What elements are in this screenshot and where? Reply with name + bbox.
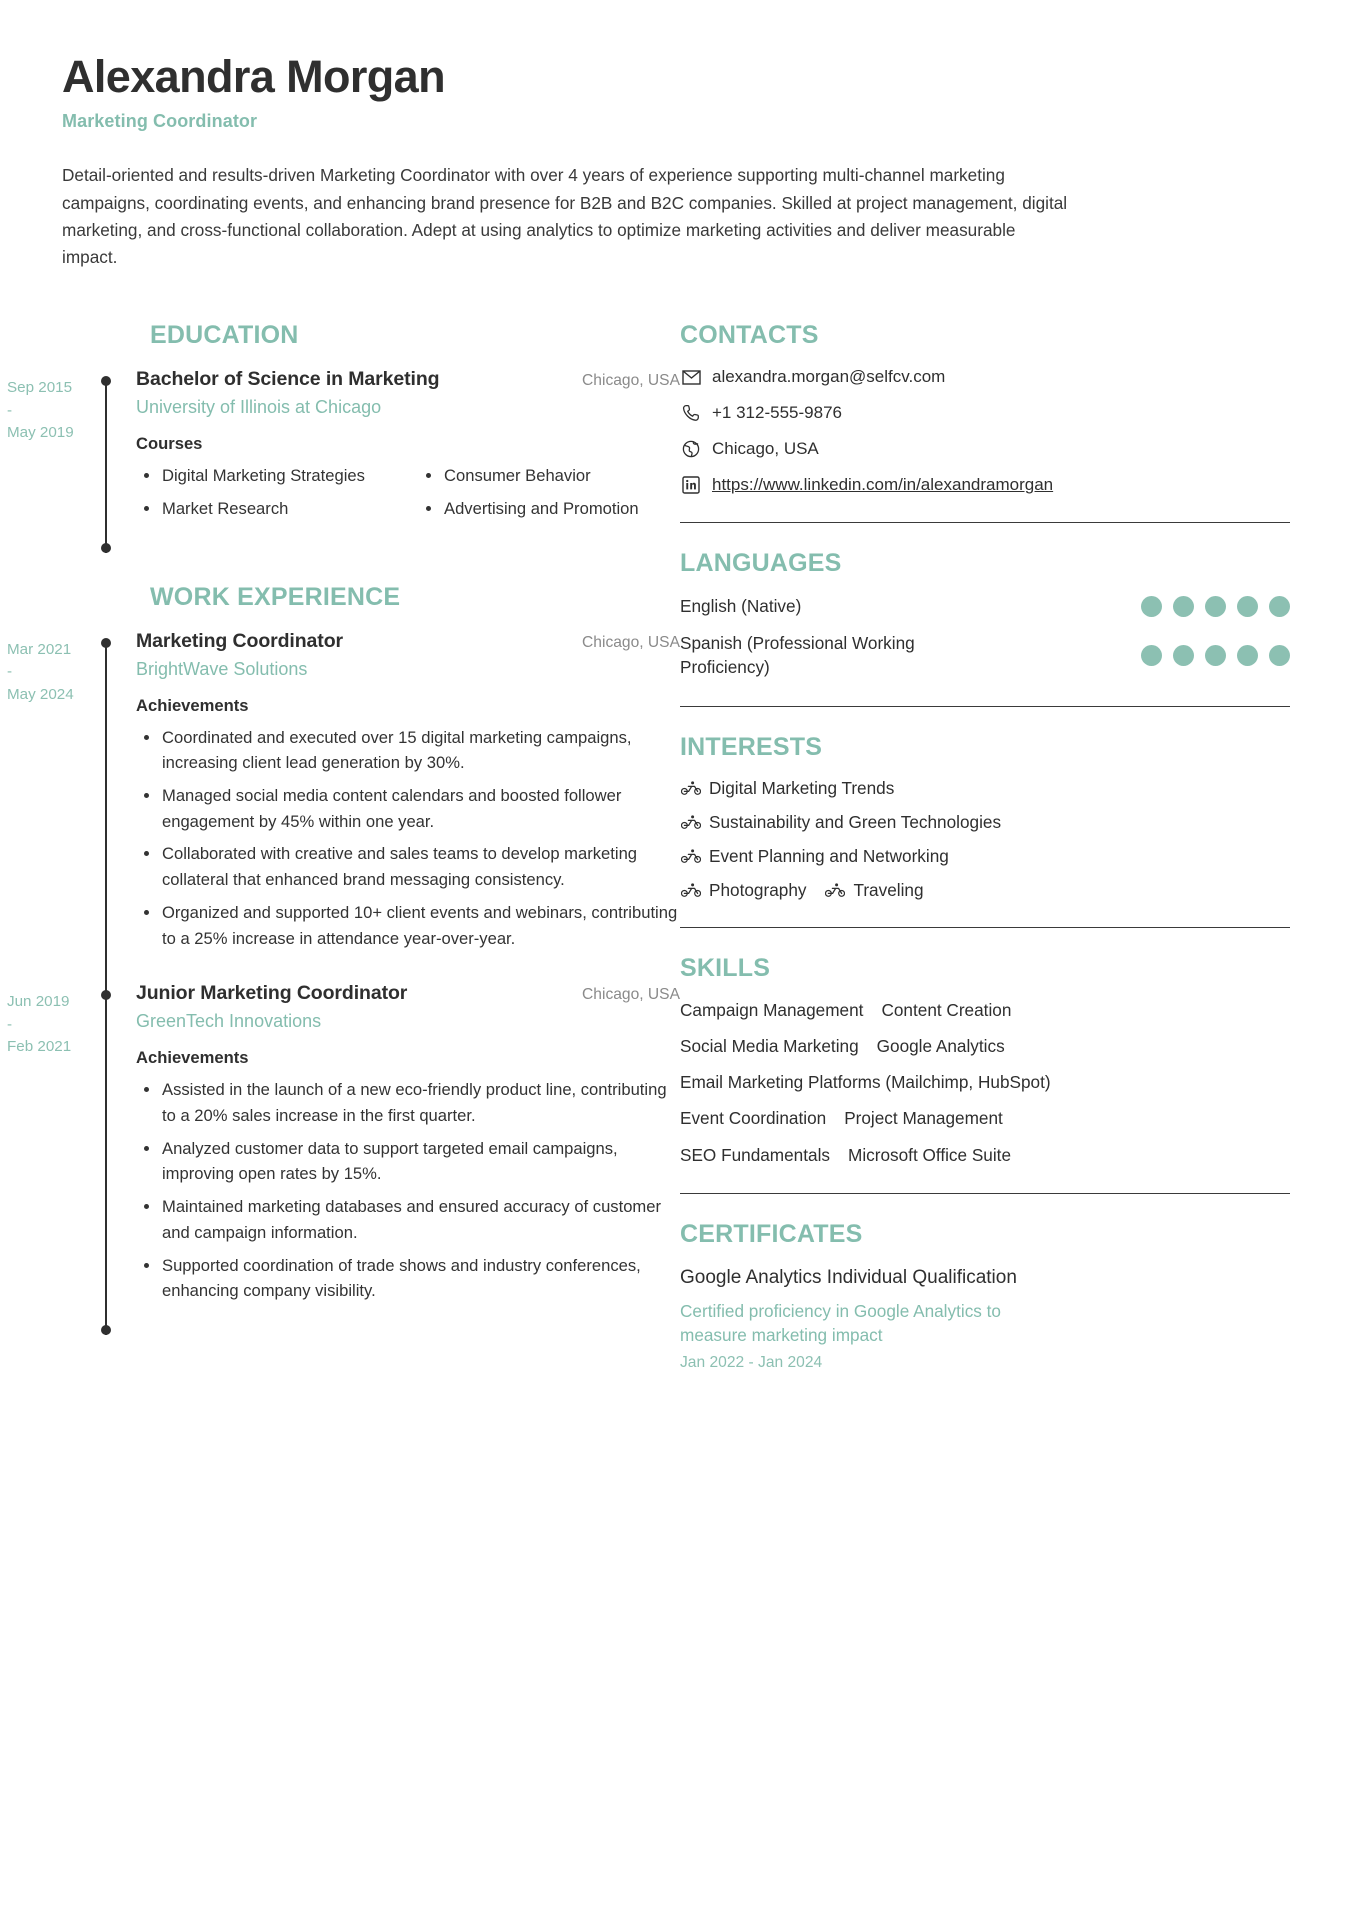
interest-item: [680, 846, 949, 867]
skill-item: Project Management: [844, 1108, 1003, 1129]
left-column: [0, 321, 680, 1335]
job-location: Chicago, USA: [582, 633, 680, 651]
education-section: [0, 321, 680, 552]
achievement-item: Maintained marketing databases and ensured accuracy of customer and campaign information.: [136, 1194, 680, 1245]
interest-label: Digital Marketing Trends: [709, 777, 895, 798]
achievement-item: Coordinated and executed over 15 digital marketing campaigns, increasing client lead generation by 30%.: [136, 725, 680, 776]
work-date-end: Feb 2021: [7, 1038, 72, 1056]
certificate-item: [680, 1265, 1290, 1372]
contacts-title: CONTACTS: [680, 321, 819, 350]
education-location: Chicago, USA: [582, 372, 680, 390]
level-dot: [1173, 645, 1194, 666]
skill-item: Social Media Marketing: [680, 1035, 859, 1056]
level-dot: [1205, 645, 1226, 666]
education-timeline-rail: [86, 368, 126, 552]
contact-phone-row[interactable]: [680, 402, 1290, 424]
achievements-list: [136, 725, 680, 952]
course-item: Digital Marketing Strategies: [136, 463, 398, 489]
interest-label: Event Planning and Networking: [709, 845, 949, 866]
work-date-dash: -: [7, 1015, 13, 1033]
timeline-line: [105, 380, 107, 552]
phone-icon: [680, 404, 702, 422]
language-row: [680, 631, 1290, 680]
timeline-end-dot: [101, 543, 111, 553]
level-dot: [1237, 645, 1258, 666]
achievement-item: Collaborated with creative and sales teams to develop marketing collateral that enhanced brand messaging consistency.: [136, 841, 680, 892]
languages-section: [680, 549, 1290, 679]
company-name: BrightWave Solutions: [136, 658, 308, 679]
job-role: Marketing Coordinator: [136, 629, 343, 652]
achievements-list: [136, 1077, 680, 1304]
job-location: Chicago, USA: [582, 986, 680, 1004]
globe-icon: [680, 440, 702, 458]
envelope-icon: [680, 370, 702, 385]
contact-location-row[interactable]: [680, 438, 1290, 460]
work-date-start: Jun 2019: [7, 993, 70, 1011]
certificate-description: Certified proficiency in Google Analytics to measure marketing impact: [680, 1300, 1001, 1345]
language-name: Spanish (Professional Working Proficiency): [680, 632, 915, 678]
work-dates: [0, 630, 86, 983]
timeline-line: [105, 982, 107, 1335]
interest-item: [680, 812, 1001, 833]
bicycle-icon: [680, 815, 702, 829]
work-entry-head: [136, 630, 680, 653]
bicycle-icon: [680, 883, 702, 897]
education-dates: [0, 368, 86, 552]
contact-linkedin-row[interactable]: [680, 474, 1290, 496]
linkedin-icon: [680, 476, 702, 494]
timeline-end-dot: [101, 1325, 111, 1335]
resume-header: [0, 0, 1350, 271]
certificate-name: Google Analytics Individual Qualification: [680, 1266, 1017, 1288]
skill-item: Google Analytics: [876, 1035, 1005, 1056]
education-date-dash: -: [7, 401, 13, 419]
course-item: Market Research: [136, 496, 398, 522]
work-content: [126, 630, 680, 983]
contact-linkedin-value[interactable]: https://www.linkedin.com/in/alexandramorgan: [712, 475, 1054, 495]
company-name: GreenTech Innovations: [136, 1011, 322, 1032]
school-name: University of Illinois at Chicago: [136, 397, 382, 418]
right-column: [680, 321, 1290, 1372]
bicycle-icon: [680, 849, 702, 863]
work-date-end: May 2024: [7, 685, 74, 703]
work-dates: [0, 982, 86, 1335]
contact-email-value: alexandra.morgan@selfcv.com: [712, 367, 946, 387]
timeline-start-dot: [101, 638, 111, 648]
achievement-item: Managed social media content calendars and boosted follower engagement by 45% within one year.: [136, 783, 680, 834]
skill-item: Event Coordination: [680, 1108, 827, 1129]
divider: [680, 706, 1290, 707]
contacts-section: [680, 321, 1290, 496]
language-row: [680, 594, 1290, 618]
timeline-start-dot: [101, 376, 111, 386]
level-dot: [1173, 596, 1194, 617]
bicycle-icon: [680, 781, 702, 795]
achievement-item: Supported coordination of trade shows and industry conferences, enhancing company visibility.: [136, 1253, 680, 1304]
candidate-name: Alexandra Morgan: [62, 51, 445, 102]
divider: [680, 522, 1290, 523]
education-content: [126, 368, 680, 552]
job-role: Junior Marketing Coordinator: [136, 982, 408, 1005]
skill-item: Campaign Management: [680, 999, 864, 1020]
skill-item: SEO Fundamentals: [680, 1144, 830, 1165]
interest-row: [680, 880, 1290, 901]
work-timeline-rail: [86, 630, 126, 983]
education-title: EDUCATION: [150, 321, 299, 350]
work-date-dash: -: [7, 663, 13, 681]
work-experience-title: WORK EXPERIENCE: [150, 582, 401, 611]
achievement-item: Assisted in the launch of a new eco-friendly product line, contributing to a 20% sales increase in the first quarter.: [136, 1077, 680, 1128]
candidate-job-title: Marketing Coordinator: [62, 111, 258, 132]
skill-item: Email Marketing Platforms (Mailchimp, HubSpot): [680, 1072, 1051, 1093]
skill-item: Microsoft Office Suite: [848, 1144, 1012, 1165]
divider: [680, 927, 1290, 928]
level-dot: [1205, 596, 1226, 617]
courses-list: [136, 463, 680, 528]
interest-item: [680, 778, 894, 799]
work-entry: [0, 630, 680, 983]
languages-title: LANGUAGES: [680, 549, 842, 578]
bicycle-icon: [824, 883, 846, 897]
language-level-dots: [1141, 645, 1290, 666]
work-experience-section: [0, 583, 680, 1336]
achievements-label: Achievements: [136, 695, 249, 715]
interest-item: [824, 880, 923, 901]
certificates-section: [680, 1220, 1290, 1372]
certificate-date: Jan 2022 - Jan 2024: [680, 1353, 823, 1371]
level-dot: [1141, 645, 1162, 666]
divider: [680, 1193, 1290, 1194]
timeline-line: [105, 642, 107, 983]
work-timeline-rail: [86, 982, 126, 1335]
skills-section: [680, 954, 1290, 1167]
work-entry: [0, 982, 680, 1335]
interest-label: Sustainability and Green Technologies: [709, 811, 1002, 832]
certificates-title: CERTIFICATES: [680, 1219, 863, 1248]
courses-label: Courses: [136, 434, 203, 454]
level-dot: [1269, 645, 1290, 666]
level-dot: [1237, 596, 1258, 617]
language-level-dots: [1141, 596, 1290, 617]
interest-label: Traveling: [853, 879, 924, 900]
interest-row: [680, 846, 1290, 867]
interest-item: [680, 880, 806, 901]
interests-section: [680, 733, 1290, 901]
education-date-start: Sep 2015: [7, 379, 73, 397]
interest-row: [680, 778, 1290, 799]
education-entry-head: [136, 368, 680, 391]
contact-email-row[interactable]: [680, 366, 1290, 388]
work-entry-head: [136, 982, 680, 1005]
degree-title: Bachelor of Science in Marketing: [136, 368, 440, 391]
education-entry: [0, 368, 680, 552]
achievement-item: Analyzed customer data to support targeted email campaigns, improving open rates by 15%.: [136, 1136, 680, 1187]
interest-label: Photography: [709, 879, 807, 900]
contact-phone-value: +1 312-555-9876: [712, 403, 842, 423]
interests-title: INTERESTS: [680, 732, 823, 761]
skills-list: [680, 999, 1062, 1167]
interest-row: [680, 812, 1290, 833]
level-dot: [1269, 596, 1290, 617]
work-date-start: Mar 2021: [7, 640, 72, 658]
language-name: English (Native): [680, 596, 802, 617]
skill-item: Content Creation: [881, 999, 1012, 1020]
timeline-start-dot: [101, 990, 111, 1000]
achievement-item: Organized and supported 10+ client events and webinars, contributing to a 25% increase in attendance year-over-year.: [136, 900, 680, 951]
course-item: Advertising and Promotion: [418, 496, 680, 522]
resume-body: [0, 321, 1350, 1372]
contact-location-value: Chicago, USA: [712, 439, 819, 459]
achievements-label: Achievements: [136, 1048, 249, 1068]
skills-title: SKILLS: [680, 953, 771, 982]
education-date-end: May 2019: [7, 424, 74, 442]
work-content: [126, 982, 680, 1335]
course-item: Consumer Behavior: [418, 463, 680, 489]
professional-summary: Detail-oriented and results-driven Marketing Coordinator with over 4 years of experience supporting multi-channel marketing campaigns, coordinating events, and enhancing brand presence for B2B and B2C companies. Skilled at project management, digital marketing, and cross-functional collaboration. Adept at using analytics to optimize marketing activities and deliver measurable impact.: [62, 165, 1068, 267]
level-dot: [1141, 596, 1162, 617]
